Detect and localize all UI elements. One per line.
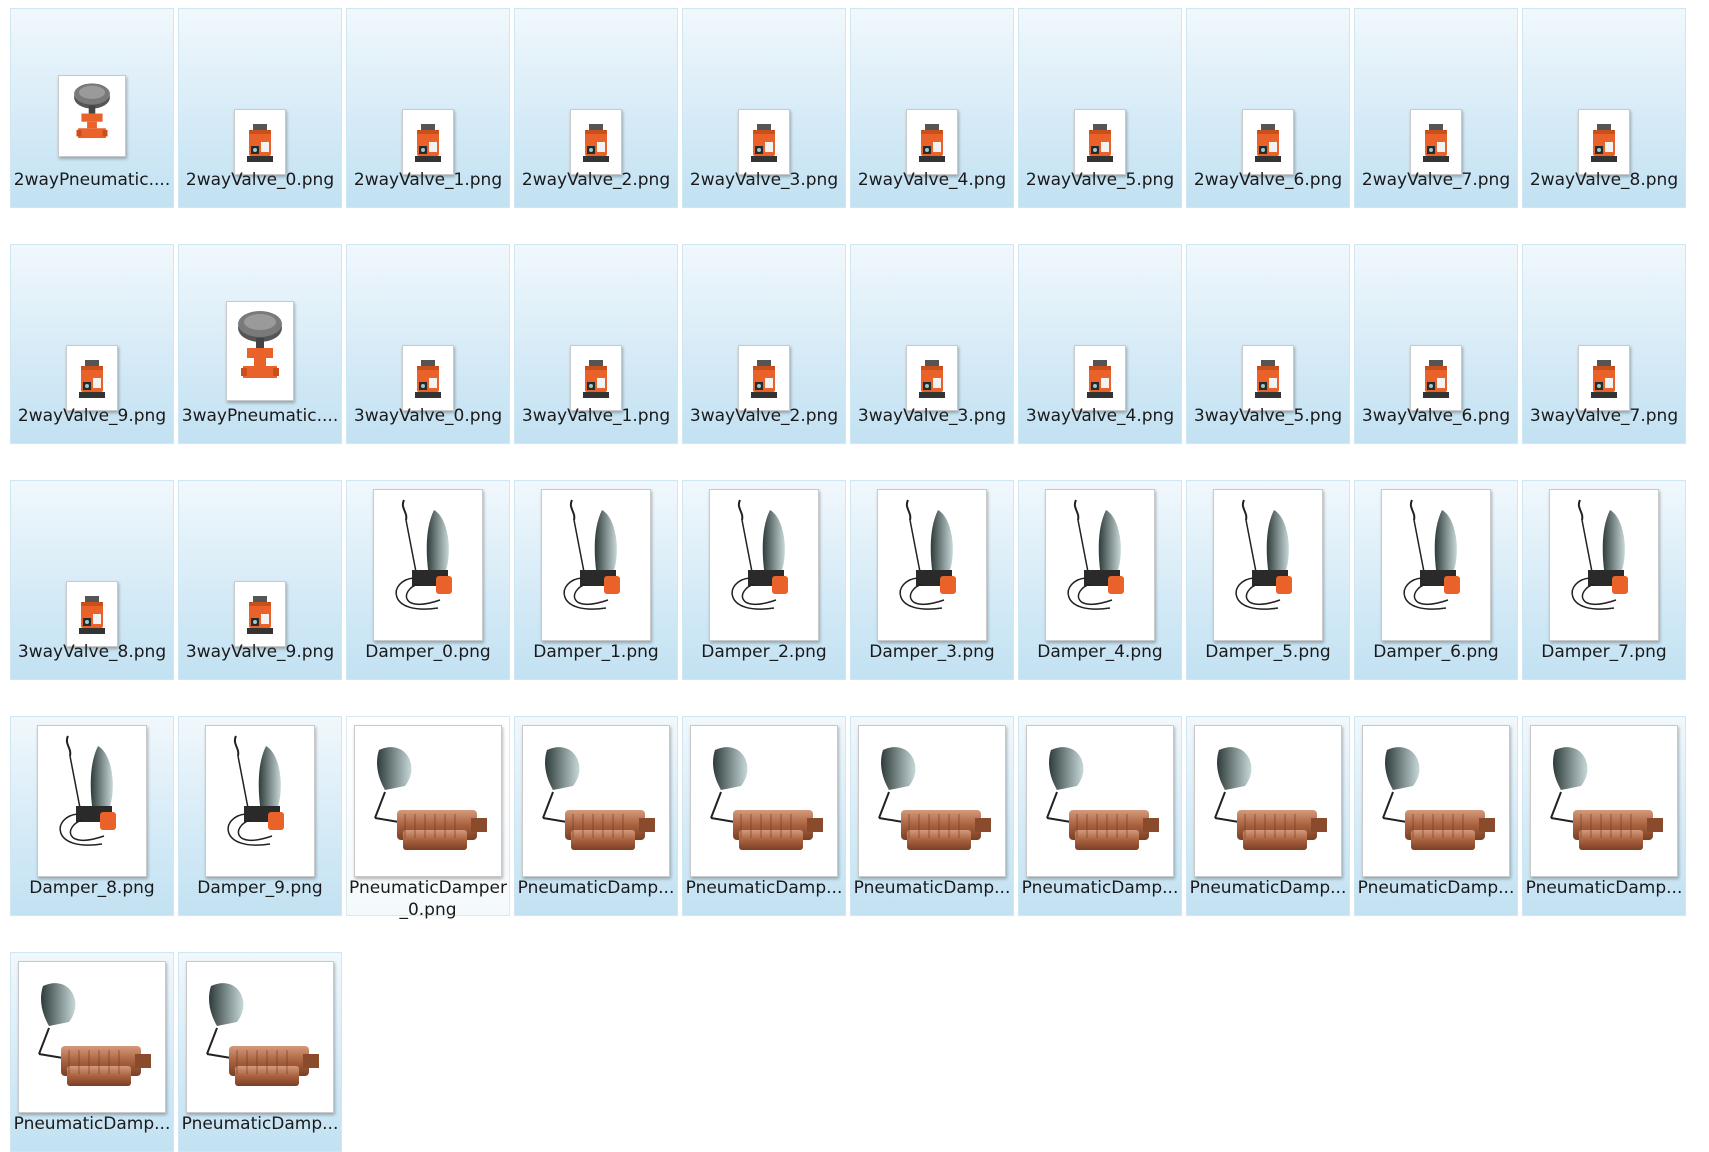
- valve-icon: [1074, 345, 1126, 411]
- file-item[interactable]: [850, 8, 1014, 208]
- file-item[interactable]: [178, 480, 342, 680]
- valve-icon: [66, 345, 118, 411]
- file-item[interactable]: [514, 716, 678, 916]
- file-name-label: Damper_2.png: [701, 642, 827, 662]
- file-item[interactable]: [1186, 716, 1350, 916]
- file-item[interactable]: [514, 480, 678, 680]
- pneumatic-damper-icon: [1362, 725, 1510, 877]
- file-name-label: Damper_8.png: [29, 878, 155, 898]
- valve-icon: [570, 345, 622, 411]
- file-item[interactable]: [10, 716, 174, 916]
- file-name-label: PneumaticDamp...: [685, 878, 843, 898]
- valve-icon: [1410, 345, 1462, 411]
- file-item[interactable]: [850, 716, 1014, 916]
- file-item[interactable]: [178, 716, 342, 916]
- file-item[interactable]: [10, 244, 174, 444]
- file-name-label: PneumaticDamp...: [1525, 878, 1683, 898]
- pneumatic-damper-icon: [1194, 725, 1342, 877]
- file-item[interactable]: [1018, 480, 1182, 680]
- pneumatic-damper-icon: [186, 961, 334, 1113]
- valve-icon: [1578, 345, 1630, 411]
- pneumatic-actuator-icon: [226, 301, 294, 401]
- file-name-label: 3wayValve_2.png: [689, 406, 839, 426]
- file-name-label: 2wayValve_6.png: [1193, 170, 1343, 190]
- pneumatic-damper-icon: [522, 725, 670, 877]
- damper-icon: [37, 725, 147, 877]
- file-name-label: 2wayValve_3.png: [689, 170, 839, 190]
- valve-icon: [234, 109, 286, 175]
- valve-icon: [738, 345, 790, 411]
- file-item[interactable]: [1018, 244, 1182, 444]
- file-name-label: 2wayValve_8.png: [1529, 170, 1679, 190]
- pneumatic-damper-icon: [858, 725, 1006, 877]
- valve-icon: [402, 345, 454, 411]
- file-name-label: PneumaticDamp...: [517, 878, 675, 898]
- file-name-label: 2wayPneumatic....: [13, 170, 171, 190]
- file-name-label: 3wayValve_4.png: [1025, 406, 1175, 426]
- damper-icon: [709, 489, 819, 641]
- file-name-label: 3wayPneumatic....: [181, 406, 339, 426]
- file-item[interactable]: [682, 8, 846, 208]
- file-name-label: Damper_0.png: [365, 642, 491, 662]
- damper-icon: [877, 489, 987, 641]
- pneumatic-damper-icon: [1530, 725, 1678, 877]
- damper-icon: [1381, 489, 1491, 641]
- file-name-label: PneumaticDamp...: [181, 1114, 339, 1134]
- file-item[interactable]: [346, 244, 510, 444]
- valve-icon: [1074, 109, 1126, 175]
- pneumatic-damper-icon: [1026, 725, 1174, 877]
- damper-icon: [205, 725, 315, 877]
- file-name-label: 3wayValve_3.png: [857, 406, 1007, 426]
- file-item[interactable]: [10, 952, 174, 1152]
- file-name-label: PneumaticDamp...: [1021, 878, 1179, 898]
- file-item[interactable]: [1522, 716, 1686, 916]
- valve-icon: [1578, 109, 1630, 175]
- file-name-label: Damper_3.png: [869, 642, 995, 662]
- valve-icon: [402, 109, 454, 175]
- file-name-label: 2wayValve_2.png: [521, 170, 671, 190]
- file-name-label: PneumaticDamp...: [1357, 878, 1515, 898]
- file-name-label: 3wayValve_8.png: [17, 642, 167, 662]
- file-name-label: 3wayValve_0.png: [353, 406, 503, 426]
- file-name-label: PneumaticDamper_0.png: [349, 878, 507, 920]
- file-item[interactable]: [10, 8, 174, 208]
- file-name-label: Damper_7.png: [1541, 642, 1667, 662]
- file-item[interactable]: [1354, 480, 1518, 680]
- file-name-label: 2wayValve_5.png: [1025, 170, 1175, 190]
- file-item[interactable]: [1522, 8, 1686, 208]
- file-item[interactable]: [1354, 716, 1518, 916]
- file-name-label: 2wayValve_9.png: [17, 406, 167, 426]
- file-item[interactable]: [1522, 244, 1686, 444]
- valve-icon: [234, 581, 286, 647]
- file-item[interactable]: [850, 244, 1014, 444]
- damper-icon: [541, 489, 651, 641]
- damper-icon: [1045, 489, 1155, 641]
- valve-icon: [738, 109, 790, 175]
- damper-icon: [1213, 489, 1323, 641]
- file-name-label: 2wayValve_1.png: [353, 170, 503, 190]
- file-item[interactable]: [346, 716, 510, 920]
- file-name-label: 2wayValve_7.png: [1361, 170, 1511, 190]
- pneumatic-damper-icon: [690, 725, 838, 877]
- file-item[interactable]: [346, 480, 510, 680]
- file-item[interactable]: [178, 952, 342, 1152]
- file-name-label: 3wayValve_9.png: [185, 642, 335, 662]
- file-item[interactable]: [10, 480, 174, 680]
- file-item[interactable]: [514, 244, 678, 444]
- file-item[interactable]: [1354, 8, 1518, 208]
- file-item[interactable]: [178, 244, 342, 444]
- pneumatic-damper-icon: [354, 725, 502, 877]
- file-name-label: 3wayValve_6.png: [1361, 406, 1511, 426]
- pneumatic-damper-icon: [18, 961, 166, 1113]
- file-name-label: Damper_6.png: [1373, 642, 1499, 662]
- file-item[interactable]: [682, 716, 846, 916]
- file-item[interactable]: [1354, 244, 1518, 444]
- damper-icon: [373, 489, 483, 641]
- pneumatic-actuator-icon: [58, 75, 126, 157]
- valve-icon: [1410, 109, 1462, 175]
- file-name-label: Damper_4.png: [1037, 642, 1163, 662]
- file-name-label: 2wayValve_0.png: [185, 170, 335, 190]
- valve-icon: [1242, 109, 1294, 175]
- file-item[interactable]: [1018, 8, 1182, 208]
- file-item[interactable]: [1186, 244, 1350, 444]
- file-item[interactable]: [1186, 8, 1350, 208]
- file-item[interactable]: [178, 8, 342, 208]
- file-name-label: Damper_5.png: [1205, 642, 1331, 662]
- file-item[interactable]: [682, 480, 846, 680]
- valve-icon: [906, 345, 958, 411]
- file-item[interactable]: [1186, 480, 1350, 680]
- valve-icon: [906, 109, 958, 175]
- file-name-label: 3wayValve_5.png: [1193, 406, 1343, 426]
- file-item[interactable]: [1018, 716, 1182, 916]
- file-name-label: PneumaticDamp...: [13, 1114, 171, 1134]
- file-item[interactable]: [850, 480, 1014, 680]
- file-name-label: PneumaticDamp...: [853, 878, 1011, 898]
- valve-icon: [1242, 345, 1294, 411]
- file-item[interactable]: [1522, 480, 1686, 680]
- file-name-label: PneumaticDamp...: [1189, 878, 1347, 898]
- file-name-label: Damper_1.png: [533, 642, 659, 662]
- file-item[interactable]: [346, 8, 510, 208]
- file-item[interactable]: [514, 8, 678, 208]
- file-name-label: 3wayValve_1.png: [521, 406, 671, 426]
- valve-icon: [570, 109, 622, 175]
- damper-icon: [1549, 489, 1659, 641]
- file-name-label: 3wayValve_7.png: [1529, 406, 1679, 426]
- file-name-label: Damper_9.png: [197, 878, 323, 898]
- valve-icon: [66, 581, 118, 647]
- file-name-label: 2wayValve_4.png: [857, 170, 1007, 190]
- file-item[interactable]: [682, 244, 846, 444]
